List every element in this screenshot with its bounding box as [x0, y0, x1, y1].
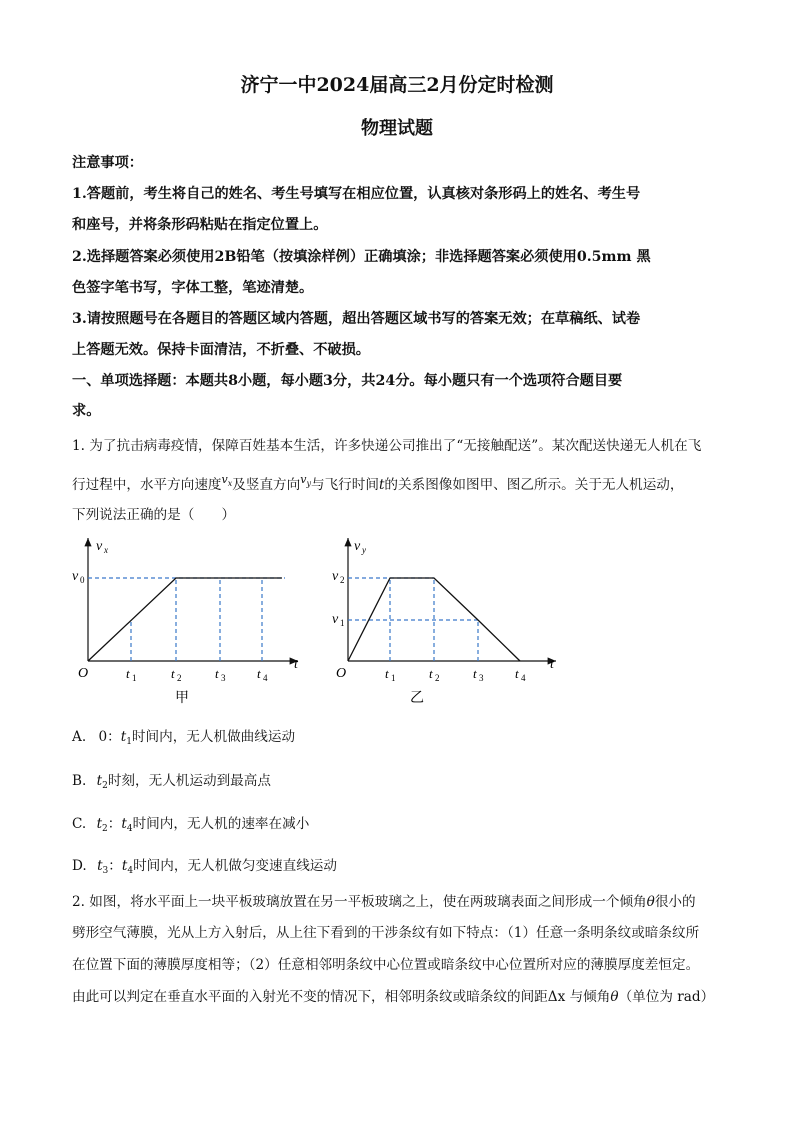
origin-label: O [78, 666, 89, 681]
origin-label: O [336, 666, 347, 681]
page-title: 济宁一中2024届高三2月份定时检测 [240, 74, 554, 96]
x-tick-sub-t4: 4 [521, 673, 526, 683]
q2-line: 劈形空气薄膜，光从上方入射后，从上往下看到的干涉条纹有如下特点：（1）任意一条明条纹或暗条纹所 [72, 925, 700, 941]
notes-line: 和座号，并将条形码粘贴在指定位置上。 [72, 217, 328, 233]
notes-line: 2.选择题答案必须使用2B铅笔（按填涂样例）正确填涂；非选择题答案必须使用0.5mm 黑 [72, 249, 651, 265]
q2-line: 在位置下面的薄膜厚度相等；（2）任意相邻明条纹中心位置或暗条纹中心位置所对应的薄膜厚度差恒定。 [72, 957, 700, 973]
notes-line: 1.答题前，考生将自己的姓名、考生号填写在相应位置，认真核对条形码上的姓名、考生号 [72, 186, 641, 202]
y-tick-v0: v [72, 569, 79, 584]
x-tick-t3: t [473, 666, 477, 681]
x-tick-sub-t1: 1 [391, 673, 396, 683]
q1-line: 1. 为了抗击病毒疫情，保障百姓基本生活，许多快递公司推出了“无接触配送”。某次配送快递无人机在飞 [72, 438, 702, 454]
y-label: v [96, 539, 103, 554]
notes-heading: 注意事项： [72, 155, 143, 171]
graph-caption-jia: 甲 [175, 691, 189, 706]
x-tick-t4: t [257, 666, 261, 681]
y-label-sub: x [104, 545, 108, 555]
q2-line: 2. 如图，将水平面上一块平板玻璃放置在另一平板玻璃之上，使在两玻璃表面之间形成一个倾角θ很小的 [72, 894, 696, 910]
option-b[interactable]: B. $t_2$时刻，无人机运动到最高点 [72, 773, 271, 791]
x-label: t [294, 657, 298, 672]
series-line-vx [88, 578, 282, 661]
y-tick-v2-sub: 2 [340, 575, 345, 585]
x-tick-sub-t3: 3 [221, 673, 226, 683]
y-tick-v1-sub: 1 [340, 618, 345, 628]
x-tick-sub-t1: 1 [132, 673, 137, 683]
x-tick-t4: t [515, 666, 519, 681]
y-tick-v0-sub: 0 [80, 575, 85, 585]
x-tick-sub-t2: 2 [177, 673, 182, 683]
option-c[interactable]: C. $t_2$：$t_4$时间内，无人机的速率在减小 [72, 816, 310, 834]
notes-line: 上答题无效。保持卡面清洁，不折叠、不破损。 [72, 342, 370, 358]
graph-yi [328, 532, 568, 712]
y-tick-v1: v [332, 612, 339, 627]
option-a[interactable]: A. 0：$t_1$时间内，无人机做曲线运动 [72, 729, 296, 747]
graph-caption-yi: 乙 [410, 691, 424, 706]
notes-line: 3.请按照题号在各题目的答题区域内答题，超出答题区域书写的答案无效；在草稿纸、试卷 [72, 311, 641, 327]
section-heading-cont: 求。 [72, 403, 101, 419]
section-heading: 一、单项选择题：本题共8小题，每小题3分，共24分。每小题只有一个选项符合题目要 [72, 373, 623, 389]
q2-line: 由此可以判定在垂直水平面的入射光不变的情况下，相邻明条纹或暗条纹的间距Δx 与倾角θ（单位为 rad） [72, 989, 715, 1005]
notes-line: 色签字笔书写，字体工整，笔迹清楚。 [72, 280, 314, 296]
x-tick-t1: t [385, 666, 389, 681]
x-tick-sub-t2: 2 [435, 673, 440, 683]
option-d[interactable]: D. $t_3$：$t_4$时间内，无人机做匀变速直线运动 [72, 858, 337, 876]
y-tick-v2: v [332, 569, 339, 584]
x-tick-t1: t [126, 666, 130, 681]
q1-line: 下列说法正确的是（ ） [72, 507, 236, 523]
x-tick-t3: t [215, 666, 219, 681]
q1-line: 行过程中，水平方向速度$^{vx}$及竖直方向$^{vy}$与飞行时间t的关系图像如图甲、图乙所示。关于无人机运动， [72, 473, 684, 493]
y-label: v [354, 539, 361, 554]
x-tick-sub-t3: 3 [479, 673, 484, 683]
page-subtitle: 物理试题 [361, 118, 433, 139]
x-tick-t2: t [429, 666, 433, 681]
x-tick-sub-t4: 4 [263, 673, 268, 683]
x-label: t [550, 657, 554, 672]
graph-jia [70, 532, 310, 712]
x-tick-t2: t [171, 666, 175, 681]
y-label-sub: y [362, 545, 366, 555]
